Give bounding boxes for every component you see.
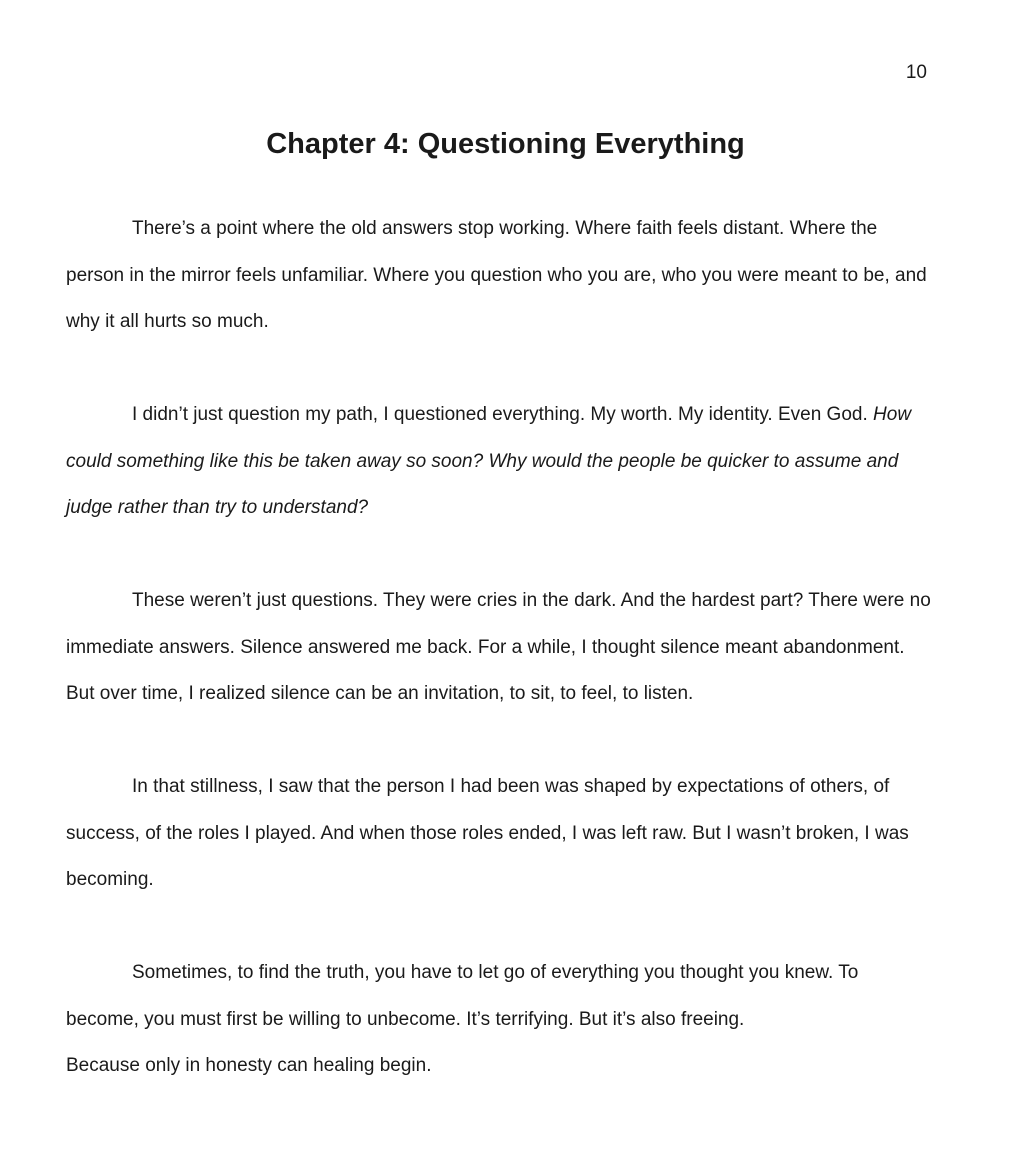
paragraph-2-italic-question: How could something like this be taken away so soon? Why would the people be quicker to assume and judge rather than try to understand? <box>66 404 912 518</box>
paragraph-1 <box>66 206 936 346</box>
page-number: 10 <box>905 62 927 83</box>
chapter-body <box>66 206 936 1090</box>
paragraph-4-text: In that stillness, I saw that the person I had been was shaped by expectations of others, of success, of the roles I played. And when those roles ended, I was left raw. But I wasn’t broken, I was becoming. <box>66 776 909 890</box>
paragraph-1-text: There’s a point where the old answers stop working. Where faith feels distant. Where the person in the mirror feels unfamiliar. Where you question who you are, who you were meant to be, and why it all hurts so much. <box>66 218 927 332</box>
paragraph-4 <box>66 764 936 904</box>
paragraph-2 <box>66 392 936 532</box>
paragraph-5 <box>66 950 936 1090</box>
paragraph-3 <box>66 578 936 718</box>
paragraph-3-text: These weren’t just questions. They were cries in the dark. And the hardest part? There were no immediate answers. Silence answered me back. For a while, I thought silence meant abandonment. But over time, I realized silence can be an invitation, to sit, to feel, to listen. <box>66 590 931 704</box>
paragraph-5-closing-line: Because only in honesty can healing begin. <box>66 1055 432 1076</box>
paragraph-5-text: Sometimes, to find the truth, you have to let go of everything you thought you knew. To become, you must first be willing to unbecome. It’s terrifying. But it’s also freeing. <box>66 962 859 1030</box>
chapter-title: Chapter 4: Questioning Everything <box>266 128 745 160</box>
paragraph-2-text: I didn’t just question my path, I questioned everything. My worth. My identity. Even God. <box>132 404 868 425</box>
